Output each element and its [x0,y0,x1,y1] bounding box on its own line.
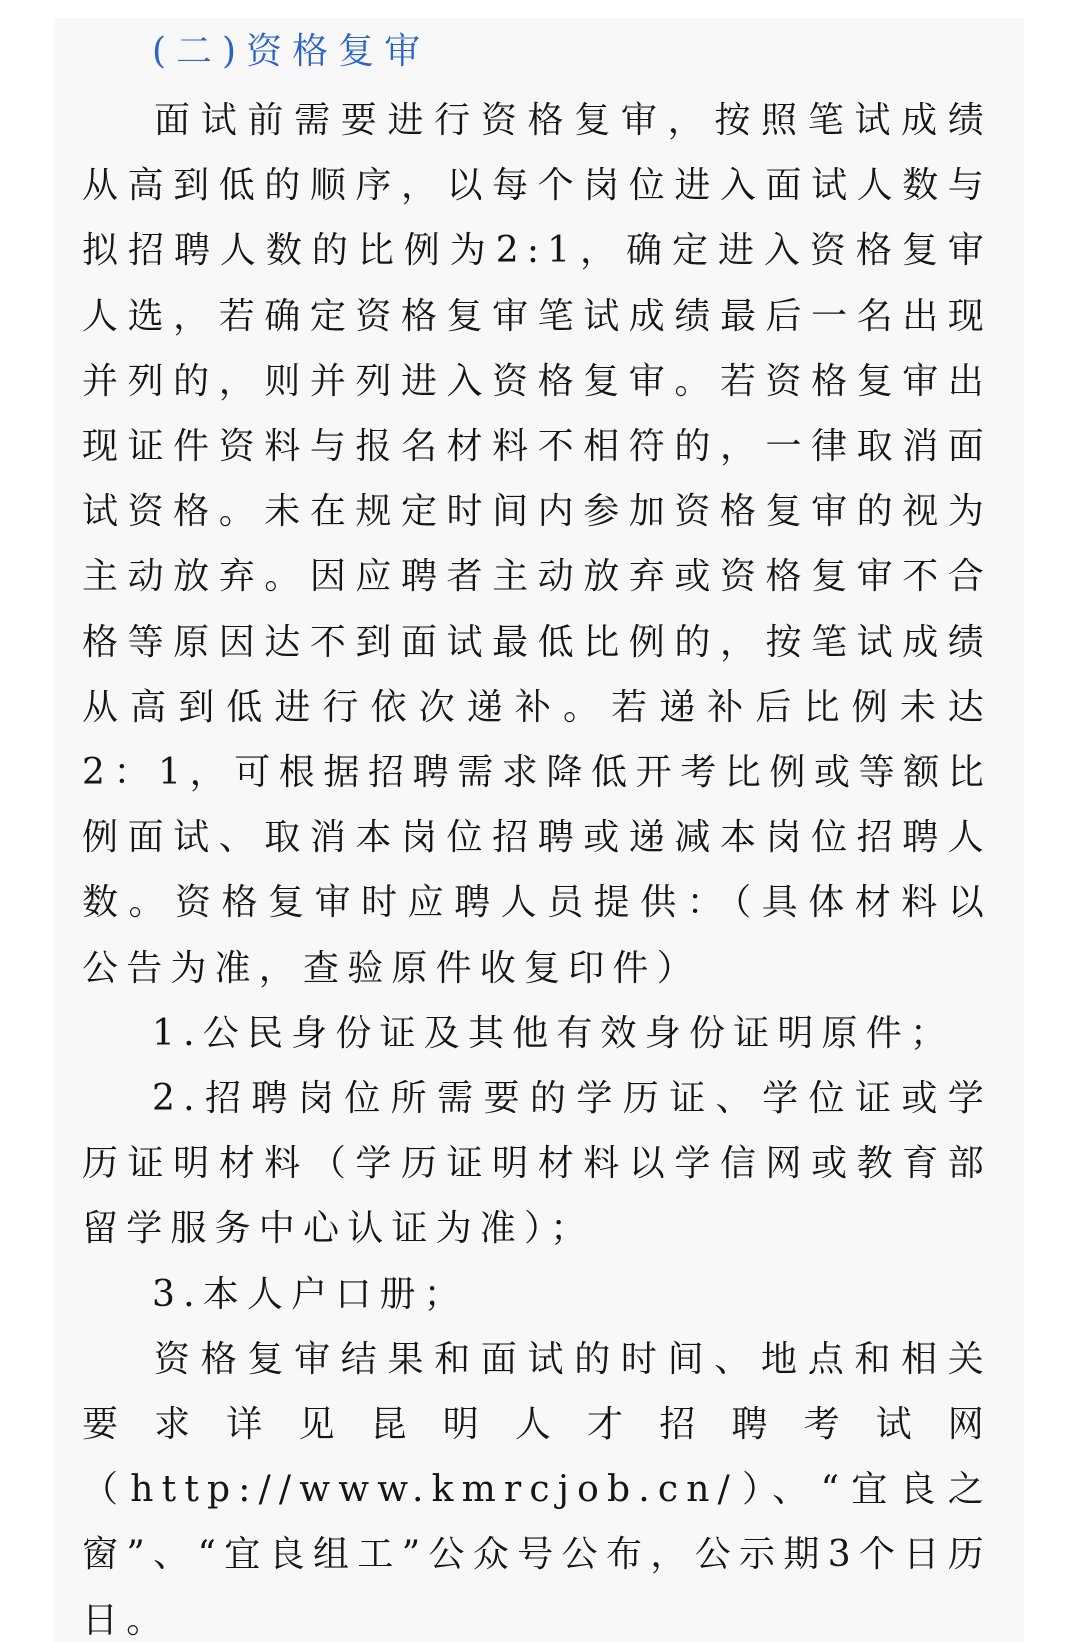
list-item-id-card: 1.公民身份证及其他有效身份证明原件； [152,1012,955,1054]
section-heading: (二)资格复审 [152,31,431,72]
list-item-household-register: 3.本人户口册； [152,1273,468,1315]
article-body [82,88,992,1642]
paragraph-announcement: 资格复审结果和面试的时间、地点和相关要求详见昆明人才招聘考试网（http://www.kmrcjob.cn/）、“宜良之窗”、“宜良组工”公众号公布，公示期3个日历日。 [82,1338,992,1641]
list-item-education-certificate: 2.招聘岗位所需要的学历证、学位证或学历证明材料（学历证明材料以学信网或教育部留学服务中心认证为准）； [82,1078,992,1250]
paragraph-qualification-review: 面试前需要进行资格复审，按照笔试成绩从高到低的顺序，以每个岗位进入面试人数与拟招聘人数的比例为2:1，确定进入资格复审人选，若确定资格复审笔试成绩最后一名出现并列的，则并列进入资格复审。若资格复审出现证件资料与报名材料不相符的，一律取消面试资格。未在规定时间内参加资格复审的视为主动放弃。因应聘者主动放弃或资格复审不合格等原因达不到面试最低比例的，按笔试成绩从高到低进行依次递补。若递补后比例未达2：1，可根据招聘需求降低开考比例或等额比例面试、取消本岗位招聘或递减本岗位招聘人数。资格复审时应聘人员提供：（具体材料以公告为准，查验原件收复印件） [82,100,992,989]
